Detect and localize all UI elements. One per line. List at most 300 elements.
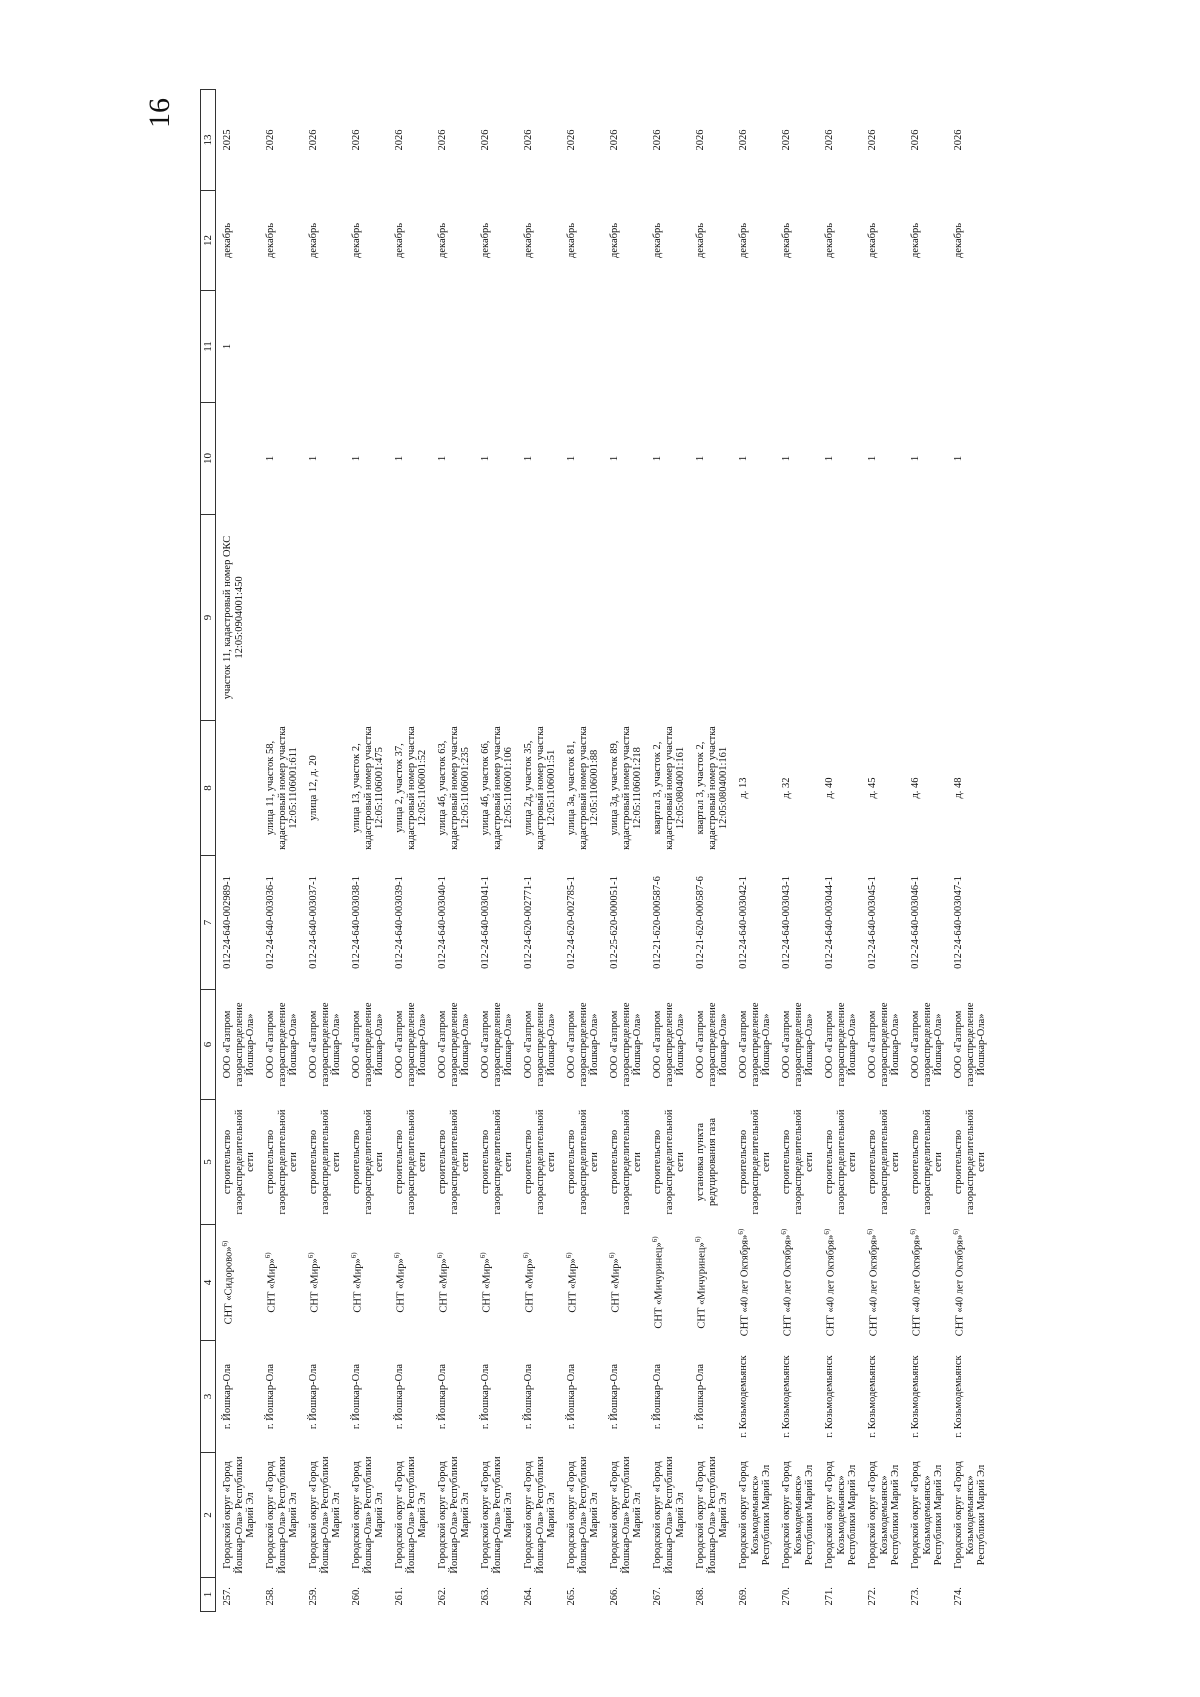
footnote-mark: 6) bbox=[608, 1252, 616, 1259]
table-cell-col-7 bbox=[818, 856, 861, 990]
cell-text: строительство газораспределительной сети bbox=[394, 1109, 429, 1215]
cell-text: строительство газораспределительной сети bbox=[652, 1109, 687, 1215]
column-header-6: 6 bbox=[201, 990, 216, 1100]
table-cell-col-13 bbox=[947, 90, 990, 191]
cell-text: 1 bbox=[781, 455, 792, 462]
footnote-mark: 6) bbox=[780, 1228, 788, 1235]
table-cell-col-1 bbox=[388, 1578, 431, 1612]
cell-text: Городской округ «Город Йошкар-Ола» Республики Марий Эл bbox=[523, 1456, 558, 1574]
cell-text: СНТ «Мир» bbox=[438, 1258, 450, 1313]
cell-text: 2026 bbox=[566, 129, 577, 151]
cell-text: д. 32 bbox=[781, 777, 792, 799]
table-body bbox=[216, 90, 991, 1612]
table-cell-col-7 bbox=[345, 856, 388, 990]
cell-text: ООО «Газпром газораспределение Йошкар-Ола» bbox=[953, 1002, 988, 1087]
column-header-8: 8 bbox=[201, 721, 216, 856]
cell-text: СНТ «40 лет Октября» bbox=[911, 1234, 923, 1337]
table-cell-col-1 bbox=[732, 1578, 775, 1612]
cell-text: ООО «Газпром газораспределение Йошкар-Ола» bbox=[222, 1002, 257, 1087]
table-cell-col-9 bbox=[517, 515, 560, 721]
cell-text: СНТ «40 лет Октября» bbox=[782, 1234, 794, 1337]
table-cell-col-2 bbox=[603, 1453, 646, 1578]
table-row bbox=[560, 90, 603, 1612]
table-row bbox=[302, 90, 345, 1612]
footnote-mark: 6) bbox=[307, 1252, 315, 1259]
cell-text: г. Козьмодемьянск bbox=[824, 1355, 835, 1438]
cell-text: 269. bbox=[738, 1587, 749, 1606]
table-cell-col-1 bbox=[689, 1578, 732, 1612]
cell-text: СНТ «Мир» bbox=[610, 1258, 622, 1313]
table-cell-col-12 bbox=[904, 191, 947, 291]
table-row bbox=[216, 90, 260, 1612]
table-cell-col-2 bbox=[775, 1453, 818, 1578]
cell-text: г. Козьмодемьянск bbox=[910, 1355, 921, 1438]
table-cell-col-1 bbox=[259, 1578, 302, 1612]
cell-text: 257. bbox=[222, 1587, 233, 1606]
cell-text: 012-24-640-003043-1 bbox=[781, 876, 792, 969]
table-cell-col-8 bbox=[732, 721, 775, 856]
cell-text: 265. bbox=[566, 1587, 577, 1606]
table-cell-col-1 bbox=[560, 1578, 603, 1612]
table-cell-col-13 bbox=[517, 90, 560, 191]
cell-text: г. Йошкар-Ола bbox=[523, 1363, 534, 1430]
table-cell-col-10 bbox=[775, 403, 818, 515]
table-cell-col-5 bbox=[474, 1100, 517, 1225]
column-header-12: 12 bbox=[201, 191, 216, 291]
cell-text: 267. bbox=[652, 1587, 663, 1606]
cell-text: СНТ «Мир» bbox=[524, 1258, 536, 1313]
footnote-mark: 6) bbox=[350, 1252, 358, 1259]
table-cell-col-12 bbox=[431, 191, 474, 291]
table-cell-col-9 bbox=[259, 515, 302, 721]
cell-text: СНТ «40 лет Октября» bbox=[954, 1234, 966, 1337]
cell-text: 1 bbox=[480, 455, 491, 462]
table-cell-col-12 bbox=[302, 191, 345, 291]
table-cell-col-6 bbox=[732, 990, 775, 1100]
table-cell-col-4 bbox=[388, 1225, 431, 1341]
table-cell-col-3 bbox=[775, 1341, 818, 1453]
footnote-mark: 6) bbox=[823, 1228, 831, 1235]
table-cell-col-8 bbox=[560, 721, 603, 856]
cell-text: СНТ «Мир» bbox=[309, 1258, 321, 1313]
footnote-mark: 6) bbox=[565, 1252, 573, 1259]
cell-text: 274. bbox=[953, 1587, 964, 1606]
table-cell-col-11 bbox=[947, 291, 990, 403]
cell-text: 264. bbox=[523, 1587, 534, 1606]
cell-text: квартал 3, участок 2, кадастровый номер участка 12:05:0804001:161 bbox=[652, 726, 687, 850]
cell-text: 268. bbox=[695, 1587, 706, 1606]
table-cell-col-3 bbox=[474, 1341, 517, 1453]
table-cell-col-12 bbox=[947, 191, 990, 291]
cell-text: СНТ «Мир» bbox=[481, 1258, 493, 1313]
cell-text: 012-24-640-003046-1 bbox=[910, 876, 921, 969]
table-cell-col-12 bbox=[646, 191, 689, 291]
table-cell-col-11 bbox=[861, 291, 904, 403]
table-cell-col-5 bbox=[904, 1100, 947, 1225]
cell-text: д. 13 bbox=[738, 777, 749, 799]
table-row bbox=[861, 90, 904, 1612]
table-cell-col-4 bbox=[732, 1225, 775, 1341]
table-cell-col-7 bbox=[646, 856, 689, 990]
table-cell-col-5 bbox=[388, 1100, 431, 1225]
cell-text: ООО «Газпром газораспределение Йошкар-Ола» bbox=[394, 1002, 429, 1087]
table-cell-col-5 bbox=[517, 1100, 560, 1225]
cell-text: д. 45 bbox=[867, 777, 878, 799]
table-cell-col-8 bbox=[603, 721, 646, 856]
footnote-mark: 6) bbox=[436, 1252, 444, 1259]
table-cell-col-9 bbox=[345, 515, 388, 721]
table-cell-col-7 bbox=[388, 856, 431, 990]
cell-text: строительство газораспределительной сети bbox=[738, 1109, 773, 1215]
table-cell-col-7 bbox=[603, 856, 646, 990]
footnote-mark: 6) bbox=[264, 1252, 272, 1259]
table-cell-col-12 bbox=[345, 191, 388, 291]
cell-text: 012-24-640-003040-1 bbox=[437, 876, 448, 969]
cell-text: ООО «Газпром газораспределение Йошкар-Ола» bbox=[480, 1002, 515, 1087]
table-cell-col-1 bbox=[517, 1578, 560, 1612]
table-cell-col-9 bbox=[216, 515, 260, 721]
cell-text: ООО «Газпром газораспределение Йошкар-Ола» bbox=[824, 1002, 859, 1087]
table-cell-col-11 bbox=[216, 291, 260, 403]
table-cell-col-9 bbox=[388, 515, 431, 721]
table-cell-col-12 bbox=[775, 191, 818, 291]
footnote-mark: 6) bbox=[479, 1252, 487, 1259]
table-cell-col-7 bbox=[216, 856, 260, 990]
table-cell-col-6 bbox=[904, 990, 947, 1100]
cell-text: декабрь bbox=[566, 223, 577, 258]
table-cell-col-13 bbox=[560, 90, 603, 191]
table-cell-col-10 bbox=[517, 403, 560, 515]
cell-text: 2026 bbox=[824, 129, 835, 151]
cell-text: Городской округ «Город Йошкар-Ола» Республики Марий Эл bbox=[609, 1456, 644, 1574]
cell-text: улица 11, участок 58, кадастровый номер участка 12:05:1106001:611 bbox=[265, 726, 300, 850]
table-cell-col-5 bbox=[302, 1100, 345, 1225]
table-cell-col-12 bbox=[818, 191, 861, 291]
table-cell-col-4 bbox=[517, 1225, 560, 1341]
table-row bbox=[431, 90, 474, 1612]
cell-text: декабрь bbox=[265, 223, 276, 258]
table-cell-col-13 bbox=[603, 90, 646, 191]
cell-text: строительство газораспределительной сети bbox=[824, 1109, 859, 1215]
cell-text: строительство газораспределительной сети bbox=[523, 1109, 558, 1215]
table-cell-col-12 bbox=[216, 191, 260, 291]
table-cell-col-5 bbox=[345, 1100, 388, 1225]
cell-text: декабрь bbox=[781, 223, 792, 258]
cell-text: ООО «Газпром газораспределение Йошкар-Ола» bbox=[738, 1002, 773, 1087]
table-cell-col-11 bbox=[388, 291, 431, 403]
table-cell-col-12 bbox=[861, 191, 904, 291]
table-cell-col-2 bbox=[388, 1453, 431, 1578]
table-cell-col-9 bbox=[474, 515, 517, 721]
table-cell-col-3 bbox=[302, 1341, 345, 1453]
table-cell-col-6 bbox=[947, 990, 990, 1100]
table-cell-col-2 bbox=[732, 1453, 775, 1578]
table-cell-col-2 bbox=[646, 1453, 689, 1578]
cell-text: ООО «Газпром газораспределение Йошкар-Ола» bbox=[523, 1002, 558, 1087]
cell-text: улица 3д, участок 89, кадастровый номер участка 12:05:1106001:218 bbox=[609, 726, 644, 850]
cell-text: декабрь bbox=[394, 223, 405, 258]
table-cell-col-11 bbox=[732, 291, 775, 403]
table-cell-col-6 bbox=[818, 990, 861, 1100]
table-cell-col-3 bbox=[818, 1341, 861, 1453]
cell-text: СНТ «Мир» bbox=[266, 1258, 278, 1313]
table-row bbox=[947, 90, 990, 1612]
table-cell-col-8 bbox=[216, 721, 260, 856]
table-cell-col-3 bbox=[861, 1341, 904, 1453]
table-cell-col-8 bbox=[646, 721, 689, 856]
cell-text: ООО «Газпром газораспределение Йошкар-Ола» bbox=[265, 1002, 300, 1087]
data-table bbox=[200, 89, 990, 1612]
table-cell-col-4 bbox=[603, 1225, 646, 1341]
table-cell-col-10 bbox=[689, 403, 732, 515]
table-cell-col-5 bbox=[861, 1100, 904, 1225]
table-cell-col-6 bbox=[345, 990, 388, 1100]
column-header-1: 1 bbox=[201, 1578, 216, 1612]
cell-text: г. Йошкар-Ола bbox=[652, 1363, 663, 1430]
table-cell-col-13 bbox=[689, 90, 732, 191]
table-cell-col-3 bbox=[345, 1341, 388, 1453]
table-cell-col-3 bbox=[259, 1341, 302, 1453]
table-cell-col-3 bbox=[517, 1341, 560, 1453]
table-cell-col-3 bbox=[904, 1341, 947, 1453]
table-cell-col-9 bbox=[302, 515, 345, 721]
cell-text: г. Йошкар-Ола bbox=[609, 1363, 620, 1430]
cell-text: Городской округ «Город Йошкар-Ола» Республики Марий Эл bbox=[695, 1456, 730, 1574]
table-cell-col-10 bbox=[302, 403, 345, 515]
table-cell-col-13 bbox=[388, 90, 431, 191]
cell-text: 2026 bbox=[867, 129, 878, 151]
table-cell-col-9 bbox=[560, 515, 603, 721]
table-cell-col-6 bbox=[431, 990, 474, 1100]
cell-text: г. Йошкар-Ола bbox=[480, 1363, 491, 1430]
table-cell-col-5 bbox=[431, 1100, 474, 1225]
cell-text: 012-24-640-003036-1 bbox=[265, 876, 276, 969]
table-cell-col-12 bbox=[603, 191, 646, 291]
cell-text: 2026 bbox=[437, 129, 448, 151]
table-cell-col-8 bbox=[388, 721, 431, 856]
cell-text: 273. bbox=[910, 1587, 921, 1606]
table-cell-col-7 bbox=[732, 856, 775, 990]
table-cell-col-13 bbox=[216, 90, 260, 191]
table-cell-col-10 bbox=[345, 403, 388, 515]
table-row bbox=[474, 90, 517, 1612]
cell-text: 259. bbox=[308, 1587, 319, 1606]
column-header-10: 10 bbox=[201, 403, 216, 515]
table-cell-col-7 bbox=[259, 856, 302, 990]
table-cell-col-10 bbox=[904, 403, 947, 515]
table-cell-col-4 bbox=[646, 1225, 689, 1341]
cell-text: Городской округ «Город Йошкар-Ола» Республики Марий Эл bbox=[566, 1456, 601, 1574]
cell-text: строительство газораспределительной сети bbox=[480, 1109, 515, 1215]
cell-text: 1 bbox=[351, 455, 362, 462]
cell-text: г. Козьмодемьянск bbox=[781, 1355, 792, 1438]
cell-text: строительство газораспределительной сети bbox=[781, 1109, 816, 1215]
table-cell-col-9 bbox=[689, 515, 732, 721]
table-cell-col-10 bbox=[474, 403, 517, 515]
table-cell-col-13 bbox=[302, 90, 345, 191]
table-cell-col-10 bbox=[388, 403, 431, 515]
page-number: 16 bbox=[143, 98, 176, 128]
cell-text: 012-21-620-000587-6 bbox=[652, 876, 663, 969]
cell-text: установка пункта редуцирования газа bbox=[695, 1117, 718, 1207]
cell-text: ООО «Газпром газораспределение Йошкар-Ола» bbox=[308, 1002, 343, 1087]
table-cell-col-10 bbox=[861, 403, 904, 515]
cell-text: декабрь bbox=[523, 223, 534, 258]
table-cell-col-5 bbox=[603, 1100, 646, 1225]
cell-text: 2026 bbox=[308, 129, 319, 151]
cell-text: 2026 bbox=[265, 129, 276, 151]
table-cell-col-2 bbox=[947, 1453, 990, 1578]
cell-text: 272. bbox=[867, 1587, 878, 1606]
cell-text: СНТ «Мир» bbox=[395, 1258, 407, 1313]
table-cell-col-4 bbox=[861, 1225, 904, 1341]
table-cell-col-1 bbox=[345, 1578, 388, 1612]
cell-text: д. 48 bbox=[953, 777, 964, 799]
table-cell-col-6 bbox=[689, 990, 732, 1100]
cell-text: г. Йошкар-Ола bbox=[222, 1363, 233, 1430]
cell-text: г. Йошкар-Ола bbox=[566, 1363, 577, 1430]
cell-text: декабрь bbox=[867, 223, 878, 258]
cell-text: ООО «Газпром газораспределение Йошкар-Ола» bbox=[695, 1002, 730, 1087]
cell-text: 266. bbox=[609, 1587, 620, 1606]
table-cell-col-1 bbox=[431, 1578, 474, 1612]
column-header-11: 11 bbox=[201, 291, 216, 403]
cell-text: 260. bbox=[351, 1587, 362, 1606]
table-cell-col-11 bbox=[603, 291, 646, 403]
cell-text: улица 3а, участок 81, кадастровый номер участка 12:05:1106001:88 bbox=[566, 726, 601, 850]
table-cell-col-5 bbox=[259, 1100, 302, 1225]
cell-text: квартал 3, участок 2, кадастровый номер участка 12:05:0804001:161 bbox=[695, 726, 730, 850]
table-cell-col-4 bbox=[302, 1225, 345, 1341]
cell-text: Городской округ «Город Козьмодемьянск» Республики Марий Эл bbox=[824, 1461, 859, 1569]
table-cell-col-10 bbox=[818, 403, 861, 515]
column-header-4: 4 bbox=[201, 1225, 216, 1341]
table-cell-col-9 bbox=[732, 515, 775, 721]
cell-text: 1 bbox=[437, 455, 448, 462]
table-cell-col-11 bbox=[474, 291, 517, 403]
table-cell-col-7 bbox=[302, 856, 345, 990]
table-cell-col-9 bbox=[818, 515, 861, 721]
cell-text: 012-24-640-003038-1 bbox=[351, 876, 362, 969]
table-cell-col-2 bbox=[302, 1453, 345, 1578]
cell-text: строительство газораспределительной сети bbox=[953, 1109, 988, 1215]
cell-text: 2025 bbox=[222, 129, 233, 151]
table-cell-col-12 bbox=[474, 191, 517, 291]
cell-text: 2026 bbox=[523, 129, 534, 151]
table-cell-col-6 bbox=[560, 990, 603, 1100]
table-cell-col-1 bbox=[302, 1578, 345, 1612]
table-cell-col-4 bbox=[947, 1225, 990, 1341]
table-cell-col-13 bbox=[259, 90, 302, 191]
footnote-mark: 6) bbox=[737, 1228, 745, 1235]
cell-text: ООО «Газпром газораспределение Йошкар-Ола» bbox=[652, 1002, 687, 1087]
table-cell-col-7 bbox=[560, 856, 603, 990]
table-row bbox=[388, 90, 431, 1612]
table-cell-col-2 bbox=[560, 1453, 603, 1578]
cell-text: строительство газораспределительной сети bbox=[265, 1109, 300, 1215]
table-cell-col-2 bbox=[474, 1453, 517, 1578]
table-cell-col-9 bbox=[775, 515, 818, 721]
footnote-mark: 6) bbox=[651, 1236, 659, 1243]
cell-text: 2026 bbox=[609, 129, 620, 151]
table-cell-col-7 bbox=[775, 856, 818, 990]
cell-text: декабрь bbox=[351, 223, 362, 258]
table-cell-col-3 bbox=[646, 1341, 689, 1453]
cell-text: декабрь bbox=[910, 223, 921, 258]
table-row bbox=[259, 90, 302, 1612]
table-cell-col-13 bbox=[732, 90, 775, 191]
table-cell-col-8 bbox=[861, 721, 904, 856]
table-cell-col-13 bbox=[818, 90, 861, 191]
table-cell-col-9 bbox=[646, 515, 689, 721]
cell-text: 012-24-620-002785-1 bbox=[566, 876, 577, 969]
table-cell-col-7 bbox=[689, 856, 732, 990]
cell-text: участок 11, кадастровый номер ОКС 12:05:0904001:450 bbox=[222, 535, 245, 700]
table-cell-col-1 bbox=[474, 1578, 517, 1612]
column-header-5: 5 bbox=[201, 1100, 216, 1225]
table-cell-col-3 bbox=[560, 1341, 603, 1453]
table-cell-col-7 bbox=[517, 856, 560, 990]
table-cell-col-6 bbox=[861, 990, 904, 1100]
column-header-7: 7 bbox=[201, 856, 216, 990]
table-cell-col-11 bbox=[775, 291, 818, 403]
cell-text: улица 2д, участок 35, кадастровый номер участка 12:05:1106001:51 bbox=[523, 726, 558, 850]
cell-text: ООО «Газпром газораспределение Йошкар-Ола» bbox=[609, 1002, 644, 1087]
table-cell-col-8 bbox=[474, 721, 517, 856]
table-cell-col-1 bbox=[861, 1578, 904, 1612]
table-cell-col-5 bbox=[818, 1100, 861, 1225]
cell-text: СНТ «Сидорово» bbox=[223, 1246, 235, 1325]
cell-text: г. Йошкар-Ола bbox=[351, 1363, 362, 1430]
cell-text: 263. bbox=[480, 1587, 491, 1606]
column-header-13: 13 bbox=[201, 90, 216, 191]
table-cell-col-5 bbox=[775, 1100, 818, 1225]
table-cell-col-1 bbox=[216, 1578, 260, 1612]
cell-text: Городской округ «Город Йошкар-Ола» Республики Марий Эл bbox=[652, 1456, 687, 1574]
table-cell-col-8 bbox=[904, 721, 947, 856]
table-cell-col-10 bbox=[216, 403, 260, 515]
cell-text: строительство газораспределительной сети bbox=[222, 1109, 257, 1215]
footnote-mark: 6) bbox=[221, 1240, 229, 1247]
column-header-2: 2 bbox=[201, 1453, 216, 1578]
table-cell-col-11 bbox=[560, 291, 603, 403]
table-cell-col-10 bbox=[259, 403, 302, 515]
table-cell-col-7 bbox=[904, 856, 947, 990]
cell-text: г. Йошкар-Ола bbox=[308, 1363, 319, 1430]
table-cell-col-9 bbox=[603, 515, 646, 721]
column-header-3: 3 bbox=[201, 1341, 216, 1453]
cell-text: Городской округ «Город Козьмодемьянск» Республики Марий Эл bbox=[738, 1461, 773, 1569]
table-cell-col-13 bbox=[474, 90, 517, 191]
table-cell-col-11 bbox=[345, 291, 388, 403]
cell-text: 012-24-640-003039-1 bbox=[394, 876, 405, 969]
cell-text: г. Йошкар-Ола bbox=[695, 1363, 706, 1430]
cell-text: 012-24-620-002771-1 bbox=[523, 876, 534, 969]
cell-text: улица 12, д. 20 bbox=[308, 755, 319, 821]
footnote-mark: 6) bbox=[952, 1228, 960, 1235]
cell-text: Городской округ «Город Козьмодемьянск» Республики Марий Эл bbox=[781, 1461, 816, 1569]
table-cell-col-6 bbox=[646, 990, 689, 1100]
table-cell-col-9 bbox=[904, 515, 947, 721]
table-row bbox=[732, 90, 775, 1612]
table-cell-col-11 bbox=[431, 291, 474, 403]
cell-text: 012-24-640-003041-1 bbox=[480, 876, 491, 969]
table-cell-col-6 bbox=[216, 990, 260, 1100]
table-cell-col-3 bbox=[689, 1341, 732, 1453]
column-header-9: 9 bbox=[201, 515, 216, 721]
cell-text: г. Йошкар-Ола bbox=[265, 1363, 276, 1430]
cell-text: улица 13, участок 2, кадастровый номер участка 12:05:1106001:475 bbox=[351, 726, 386, 850]
